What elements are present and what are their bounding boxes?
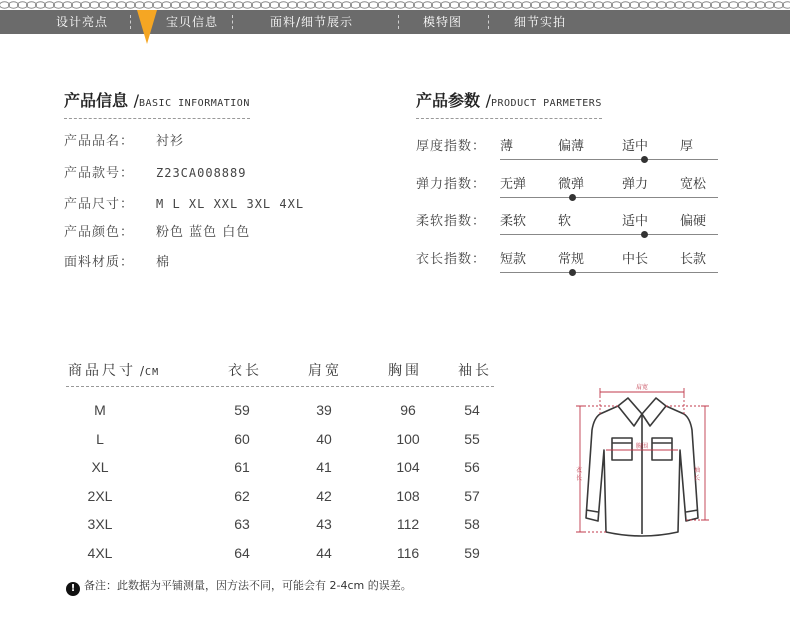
param-option: 弹力	[622, 177, 649, 192]
size-cell: 64	[234, 545, 250, 561]
nav-item-design[interactable]: 设计亮点	[56, 15, 109, 29]
col-header-sleeve: 袖长	[458, 363, 492, 379]
size-table-title	[68, 360, 159, 380]
shirt-collar-right	[642, 398, 666, 426]
size-cell: 59	[464, 545, 480, 561]
sleeve-measure-label: 袖 长	[694, 467, 701, 482]
sleeve-measure-line	[701, 406, 709, 520]
size-cell: 40	[316, 430, 332, 447]
chain-border	[0, 0, 790, 10]
param-scale-line	[500, 272, 718, 273]
title-slash: /	[133, 91, 139, 110]
param-option: 长款	[680, 252, 707, 267]
shoulder-measure-label: 肩宽	[635, 384, 649, 391]
param-scale-line	[500, 197, 718, 198]
size-label: M	[94, 402, 106, 418]
info-value: 棉	[156, 255, 171, 270]
info-value: 粉色 蓝色 白色	[156, 225, 251, 240]
col-header-length: 衣长	[228, 363, 262, 379]
note-text: 备注：此数据为平铺测量，因方法不同，可能会有 2-4cm 的误差。	[84, 579, 412, 592]
param-option: 薄	[500, 139, 514, 154]
param-label: 衣长指数：	[416, 252, 487, 267]
info-row-colors	[64, 224, 250, 242]
title-slash: /	[140, 364, 146, 378]
size-cell: 56	[464, 459, 480, 476]
info-row-code	[64, 164, 246, 182]
product-info-title	[64, 88, 250, 111]
info-label: 产品款号：	[64, 166, 135, 181]
size-cell: 57	[464, 487, 480, 504]
info-value: Z23CA008889	[156, 166, 247, 180]
param-option: 中长	[622, 252, 649, 267]
param-selected-dot	[641, 156, 648, 163]
info-value: M L XL XXL 3XL 4XL	[156, 197, 305, 211]
size-label: XL	[91, 459, 109, 476]
nav-separator	[488, 15, 489, 29]
chest-measure-label: 胸围	[635, 443, 649, 450]
size-cell: 63	[234, 516, 250, 533]
param-option: 常规	[558, 252, 585, 267]
param-option: 短款	[500, 252, 527, 267]
active-tab-flag-icon	[136, 10, 158, 44]
product-params-heading: 产品参数	[416, 91, 481, 110]
param-scale-line	[500, 159, 718, 160]
measurement-note	[66, 578, 412, 594]
info-label: 面料材质：	[64, 255, 135, 270]
param-selected-dot	[569, 194, 576, 201]
size-cell: 55	[464, 430, 480, 447]
product-info-subtitle: BASIC INFORMATION	[138, 98, 250, 109]
nav-separator	[130, 15, 131, 29]
size-cell: 41	[316, 459, 332, 476]
size-cell: 60	[234, 430, 250, 447]
shirt-pocket-right	[652, 438, 672, 460]
info-row-name	[64, 133, 184, 151]
shirt-measurement-diagram	[570, 380, 715, 545]
nav-separator	[232, 15, 233, 29]
param-label: 柔软指数：	[416, 214, 487, 229]
size-cell: 43	[316, 516, 332, 533]
info-value: 衬衫	[156, 134, 185, 149]
param-selected-dot	[569, 269, 576, 276]
param-option: 微弹	[558, 177, 585, 192]
size-cell: 100	[396, 430, 420, 447]
shirt-pocket-left	[612, 438, 632, 460]
size-cell: 59	[234, 402, 250, 418]
product-params-title	[416, 88, 602, 111]
size-cell: 39	[316, 402, 332, 418]
param-option: 适中	[622, 214, 649, 229]
size-table-heading: 商品尺寸	[68, 363, 136, 379]
info-row-material	[64, 254, 170, 272]
nav-separator	[398, 15, 399, 29]
info-label: 产品尺寸：	[64, 197, 135, 212]
divider	[416, 118, 602, 119]
size-cell: 58	[464, 516, 480, 533]
size-cell: 61	[234, 459, 250, 476]
size-cell: 42	[316, 487, 332, 504]
nav-item-fabric[interactable]: 面料/细节展示	[270, 15, 354, 29]
param-option: 偏薄	[558, 139, 585, 154]
size-cell: 104	[396, 459, 420, 476]
info-label: 产品颜色：	[64, 225, 135, 240]
param-option: 宽松	[680, 177, 707, 192]
nav-item-product-info[interactable]: 宝贝信息	[166, 15, 219, 29]
param-option: 无弹	[500, 177, 527, 192]
table-divider	[66, 386, 494, 387]
param-option: 柔软	[500, 214, 527, 229]
param-option: 偏硬	[680, 214, 707, 229]
col-header-shoulder: 肩宽	[308, 363, 342, 379]
info-row-sizes	[64, 195, 304, 213]
size-cell: 62	[234, 487, 250, 504]
length-measure-label: 衣 长	[576, 467, 583, 482]
param-selected-dot	[641, 231, 648, 238]
size-label: 4XL	[87, 545, 113, 561]
param-option: 厚	[680, 139, 694, 154]
size-label: 3XL	[87, 516, 113, 533]
divider	[64, 118, 250, 119]
size-cell: 44	[316, 545, 332, 561]
nav-bar	[0, 10, 790, 34]
size-cell: 108	[396, 487, 420, 504]
size-label: L	[96, 430, 104, 447]
product-params-subtitle: PRODUCT PARMETERS	[490, 98, 602, 109]
nav-item-details[interactable]: 细节实拍	[514, 15, 567, 29]
param-option: 软	[558, 214, 572, 229]
info-label: 产品品名：	[64, 134, 135, 149]
col-header-chest: 胸围	[388, 363, 422, 379]
size-table-unit: CM	[145, 367, 160, 378]
size-cell: 116	[396, 545, 420, 561]
nav-item-model[interactable]: 模特图	[423, 15, 463, 29]
size-cell: 96	[400, 402, 416, 418]
size-label: 2XL	[87, 487, 113, 504]
shirt-collar-left	[618, 398, 642, 426]
title-slash: /	[485, 91, 491, 110]
param-option: 适中	[622, 139, 649, 154]
param-scale-line	[500, 234, 718, 235]
size-cell: 112	[396, 516, 420, 533]
product-info-heading: 产品信息	[64, 91, 129, 110]
param-label: 弹力指数：	[416, 177, 487, 192]
size-cell: 54	[464, 402, 480, 418]
param-label: 厚度指数：	[416, 139, 487, 154]
exclamation-icon: !	[66, 582, 80, 596]
